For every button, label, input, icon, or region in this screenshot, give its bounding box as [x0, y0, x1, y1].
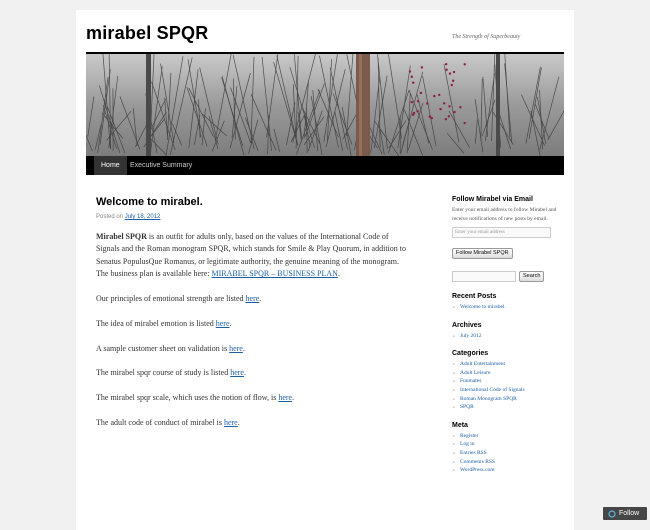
menu-item-executive-summary[interactable]: Executive Summary — [130, 162, 193, 169]
follow-widget — [452, 195, 564, 259]
intro-end: . — [337, 269, 340, 279]
category-link[interactable]: ■ Funmates — [452, 377, 564, 386]
paragraph-end: . — [259, 294, 262, 304]
paragraph-end: . — [292, 393, 295, 403]
paragraph-text: Our principles of emotional strength are listed — [96, 294, 246, 304]
posted-on-label: Posted on — [96, 214, 124, 220]
meta-link[interactable]: ■ Comments RSS — [452, 458, 564, 467]
follow-label: Follow — [619, 510, 640, 517]
paragraph-text: The mirabel spqr course of study is listed — [96, 368, 231, 378]
category-link[interactable]: ■ Adult Leisure — [452, 369, 564, 378]
course-here-link[interactable]: here — [230, 368, 244, 378]
paragraph-text: The adult code of conduct of mirabel is — [96, 418, 224, 427]
meta-link[interactable]: ■ Register — [452, 432, 564, 441]
site-title[interactable]: mirabel SPQR — [86, 23, 209, 43]
category-link[interactable]: ■ Adult Entertainment — [452, 360, 564, 369]
follow-widget-text: Enter your email address to follow Mirabel and receive notifications of new posts by email. — [452, 207, 557, 222]
category-link[interactable]: ■ SPQR — [452, 403, 564, 412]
intro-text: is an outfit for adults only, based on the values of the International Code of Signals and the Roman monogram SPQR, which stands for Smile & Play Quorum, in addition to Senatus PopulusQue Romanus, or legitimate authority, the genuine meaning of the monogram. The business plan is available here: — [96, 232, 406, 279]
archives-widget — [452, 321, 564, 341]
category-link[interactable]: ■ Roman Monogram SPQR — [452, 395, 564, 404]
sidebar — [452, 195, 564, 475]
main-menu — [86, 156, 564, 175]
meta-title: Meta — [452, 421, 468, 429]
search-input[interactable] — [452, 271, 516, 282]
menu-item-home[interactable]: Home — [94, 156, 127, 175]
post-title[interactable]: Welcome to mirabel. — [96, 196, 203, 208]
customer-sheet-paragraph — [96, 343, 411, 355]
paragraph-end: . — [243, 368, 246, 378]
recent-post-link[interactable]: ■ Welcome to mirabel. — [452, 303, 564, 312]
categories-title: Categories — [452, 350, 489, 358]
paragraph-text: A sample customer sheet on validation is — [96, 343, 230, 353]
follow-blog-button[interactable]: Follow Mirabel SPQR — [452, 248, 513, 259]
follow-floating-button[interactable] — [603, 507, 647, 520]
page-wrapper — [76, 10, 574, 530]
paragraph-text: The idea of mirabel emotion is listed — [96, 318, 216, 328]
paragraph-text: The mirabel spqr scale, which uses the notion of flow, is — [96, 393, 279, 403]
meta-link[interactable]: ■ Log in — [452, 440, 564, 449]
meta-link[interactable]: ■ Entries RSS — [452, 449, 564, 458]
code-of-conduct-paragraph — [96, 417, 411, 429]
search-button[interactable]: Search — [519, 271, 544, 282]
post-meta — [96, 213, 411, 221]
meta-widget — [452, 421, 564, 475]
post-content — [96, 195, 411, 442]
scale-paragraph — [96, 392, 411, 404]
intro-bold: Mirabel SPQR — [96, 232, 147, 241]
recent-posts-title: Recent Posts — [452, 293, 497, 300]
category-link[interactable]: ■ International Code of Signals — [452, 386, 564, 395]
course-paragraph — [96, 367, 411, 379]
email-input[interactable]: Enter your email address — [452, 227, 551, 238]
paragraph-end: . — [242, 343, 245, 353]
archives-title: Archives — [452, 321, 482, 329]
post-date-link[interactable]: July 18, 2012 — [124, 214, 161, 220]
header-banner-image — [86, 54, 564, 156]
principles-paragraph — [96, 293, 411, 305]
categories-widget — [452, 349, 564, 412]
recent-posts-widget — [452, 292, 564, 312]
site-description: The Strength of Superbeauty — [452, 34, 521, 40]
intro-paragraph — [96, 231, 411, 281]
emotion-paragraph — [96, 318, 411, 330]
scale-here-link[interactable]: here — [278, 393, 293, 403]
paragraph-end: . — [229, 318, 232, 328]
business-plan-link[interactable]: MIRABEL SPQR – BUSINESS PLAN — [211, 269, 338, 279]
principles-here-link[interactable]: here — [245, 294, 260, 304]
customer-sheet-here-link[interactable]: here — [229, 343, 243, 353]
meta-link[interactable]: ■ WordPress.com — [452, 466, 564, 475]
code-here-link[interactable]: here — [223, 418, 238, 427]
wordpress-icon — [608, 510, 616, 518]
follow-widget-title: Follow Mirabel via Email — [452, 196, 533, 203]
archive-link[interactable]: ■ July 2012 — [452, 332, 564, 341]
paragraph-end: . — [237, 418, 240, 427]
emotion-here-link[interactable]: here — [215, 318, 230, 328]
search-widget — [452, 271, 564, 282]
